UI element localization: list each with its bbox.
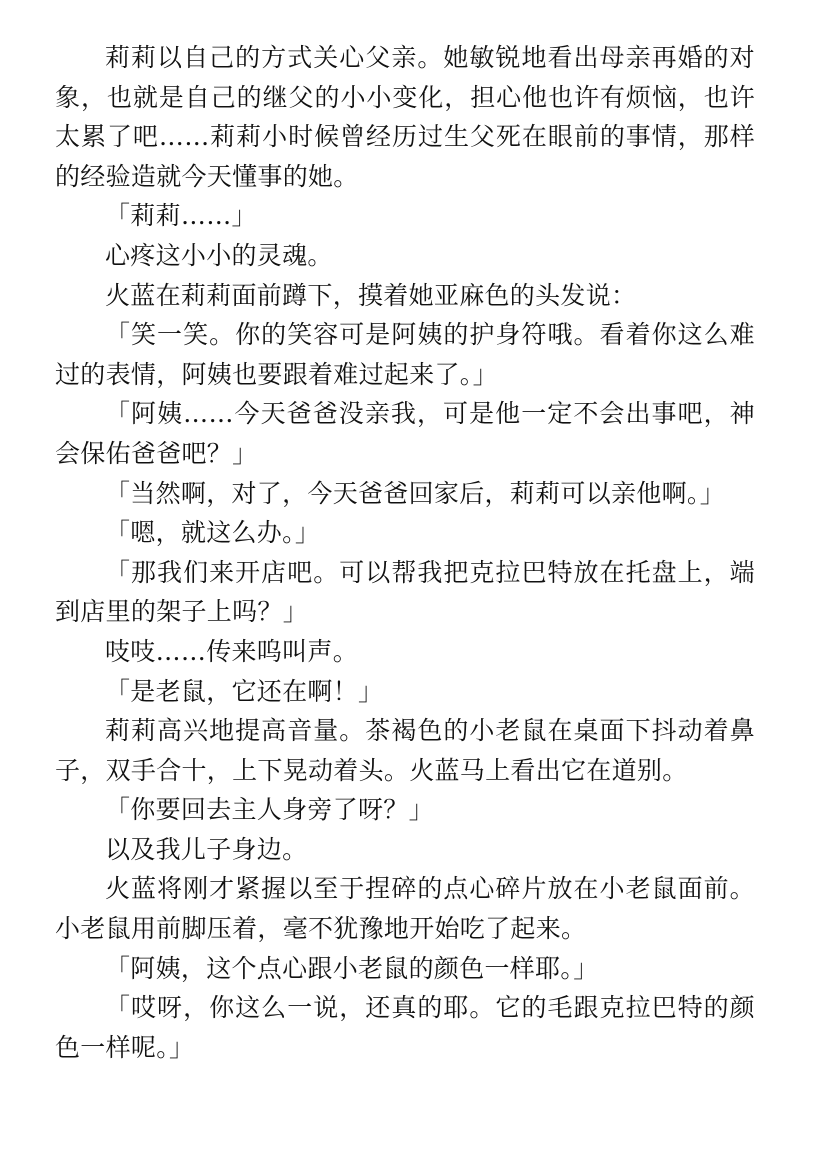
paragraph-1: 莉莉以自己的方式关心父亲。她敏锐地看出母亲再婚的对象，也就是自己的继父的小小变化，担心他也许有烦恼，也许太累了吧……莉莉小时候曾经历过生父死在眼前的事情，那样的经验造就今天懂事的她。 [55, 43, 755, 191]
paragraph-4: 火蓝在莉莉面前蹲下，摸着她亚麻色的头发说： [105, 280, 637, 310]
paragraph-3: 心疼这小小的灵魂。 [105, 240, 333, 270]
paragraph-13: 「你要回去主人身旁了呀？」 [105, 795, 434, 825]
paragraph-10: 吱吱……传来呜叫声。 [105, 636, 359, 666]
paragraph-8: 「嗯，就这么办。」 [105, 518, 321, 548]
paragraph-2: 「莉莉……」 [105, 201, 257, 231]
paragraph-11: 「是老鼠，它还在啊！」 [105, 676, 384, 706]
paragraph-9: 「那我们来开店吧。可以帮我把克拉巴特放在托盘上，端到店里的架子上吗？」 [55, 557, 755, 627]
paragraph-12: 莉莉高兴地提高音量。茶褐色的小老鼠在桌面下抖动着鼻子，双手合十，上下晃动着头。火蓝马上看出它在道别。 [55, 716, 755, 785]
paragraph-5: 「笑一笑。你的笑容可是阿姨的护身符哦。看着你这么难过的表情，阿姨也要跟着难过起来了。」 [55, 320, 755, 389]
document-page [55, 38, 755, 1067]
paragraph-17: 「哎呀，你这么一说，还真的耶。它的毛跟克拉巴特的颜色一样呢。」 [55, 993, 755, 1062]
paragraph-14: 以及我儿子身边。 [105, 834, 308, 864]
paragraph-16: 「阿姨，这个点心跟小老鼠的颜色一样耶。」 [105, 953, 599, 983]
paragraph-7: 「当然啊，对了，今天爸爸回家后，莉莉可以亲他啊。」 [105, 478, 726, 508]
paragraph-15: 火蓝将刚才紧握以至于捏碎的点心碎片放在小老鼠面前。小老鼠用前脚压着，毫不犹豫地开始吃了起来。 [55, 874, 755, 944]
paragraph-6: 「阿姨……今天爸爸没亲我，可是他一定不会出事吧，神会保佑爸爸吧？」 [55, 399, 755, 468]
